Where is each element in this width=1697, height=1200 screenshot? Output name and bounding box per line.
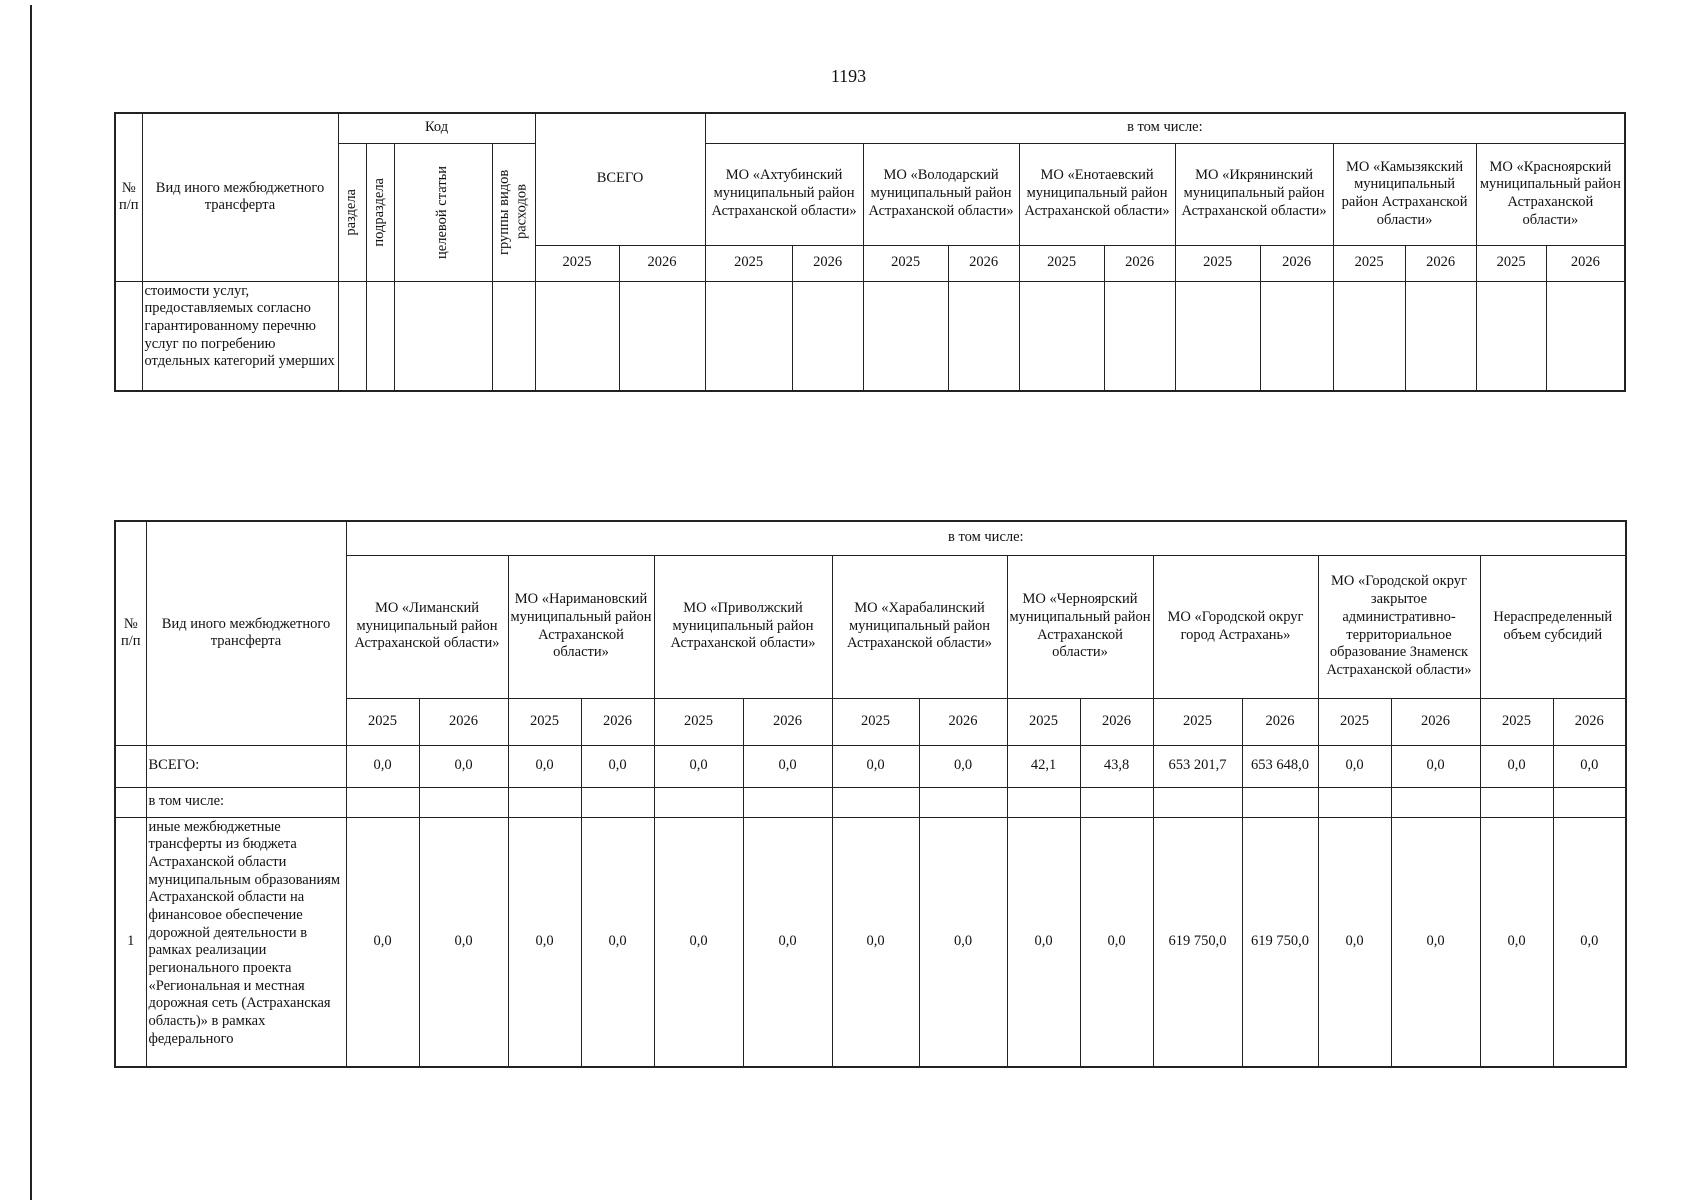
header-entity: МО «Наримановский муниципальный район Астраханской области»: [508, 555, 654, 698]
bottom-table-body: [115, 745, 1626, 1067]
table-cell: [1260, 281, 1333, 391]
header-year: 2026: [1260, 245, 1333, 281]
header-entity: МО «Харабалинский муниципальный район Астраханской области»: [832, 555, 1007, 698]
value-cell: 0,0: [919, 745, 1007, 787]
value-cell: 0,0: [1480, 745, 1553, 787]
bottom-table: [114, 520, 1627, 1068]
header-year: 2026: [1080, 698, 1153, 745]
value-cell: 0,0: [919, 817, 1007, 1067]
value-cell: [1080, 787, 1153, 817]
value-cell: 0,0: [654, 745, 743, 787]
table-row: [115, 745, 1626, 787]
row-number: 1: [115, 817, 146, 1067]
header-year: 2026: [1546, 245, 1625, 281]
table-cell: [863, 281, 948, 391]
row-label: ВСЕГО:: [146, 745, 346, 787]
header-code-target: [394, 143, 492, 281]
header-transfer-type: Вид иного межбюджетного трансферта: [146, 521, 346, 745]
table-cell: [1019, 281, 1104, 391]
table-row: [115, 787, 1626, 817]
header-year: 2026: [792, 245, 863, 281]
table-cell: [1476, 281, 1546, 391]
value-cell: 0,0: [581, 817, 654, 1067]
value-cell: 0,0: [1007, 817, 1080, 1067]
value-cell: 0,0: [1553, 745, 1626, 787]
table-cell: [115, 281, 142, 391]
table-cell: [1333, 281, 1405, 391]
value-cell: [581, 787, 654, 817]
header-year: 2026: [581, 698, 654, 745]
header-year: 2025: [1476, 245, 1546, 281]
value-cell: 0,0: [1318, 817, 1391, 1067]
header-year: 2025: [1318, 698, 1391, 745]
header-including: в том числе:: [346, 521, 1626, 555]
value-cell: 0,0: [419, 817, 508, 1067]
header-year: 2026: [919, 698, 1007, 745]
value-cell: 0,0: [346, 817, 419, 1067]
row-text: стоимости услуг, предоставляемых согласно гарантированному перечню услуг по погребению отдельных категорий умерших: [142, 281, 338, 391]
value-cell: [832, 787, 919, 817]
value-cell: 0,0: [832, 745, 919, 787]
header-year: 2026: [1242, 698, 1318, 745]
header-transfer-type: Вид иного межбюджетного трансферта: [142, 113, 338, 281]
value-cell: 43,8: [1080, 745, 1153, 787]
header-year: 2026: [1104, 245, 1175, 281]
value-cell: 0,0: [581, 745, 654, 787]
value-cell: 0,0: [1480, 817, 1553, 1067]
value-cell: [508, 787, 581, 817]
value-cell: 0,0: [1553, 817, 1626, 1067]
value-cell: 0,0: [346, 745, 419, 787]
table-cell: [619, 281, 705, 391]
header-year: 2025: [1175, 245, 1260, 281]
code-subsection-label: подраздела: [371, 177, 388, 247]
header-year: 2025: [1007, 698, 1080, 745]
row-label: иные межбюджетные трансферты из бюджета Астраханской области муниципальным образованиям Астраханской области на финансовое обеспечение дорожной деятельности в рамках реализации регионального проекта «Региональная и местная дорожная сеть (Астраханская область)» в рамках федерального: [146, 817, 346, 1067]
header-year: 2026: [1553, 698, 1626, 745]
value-cell: 0,0: [654, 817, 743, 1067]
header-entity: МО «Лиманский муниципальный район Астраханской области»: [346, 555, 508, 698]
value-cell: 42,1: [1007, 745, 1080, 787]
header-year: 2025: [654, 698, 743, 745]
value-cell: 0,0: [1391, 745, 1480, 787]
value-cell: 0,0: [1318, 745, 1391, 787]
header-total: ВСЕГО: [535, 113, 705, 245]
value-cell: [1480, 787, 1553, 817]
header-year: 2026: [619, 245, 705, 281]
header-year: 2025: [1153, 698, 1242, 745]
code-section-label: раздела: [343, 188, 360, 236]
header-entity: МО «Володарский муниципальный район Астраханской области»: [863, 143, 1019, 245]
header-year: 2025: [535, 245, 619, 281]
header-year: 2026: [1405, 245, 1476, 281]
value-cell: [919, 787, 1007, 817]
header-code-expense-group: [492, 143, 535, 281]
table-cell: [1405, 281, 1476, 391]
header-year: 2025: [1480, 698, 1553, 745]
margin-line: [30, 5, 32, 1200]
value-cell: [1153, 787, 1242, 817]
header-year: 2025: [863, 245, 948, 281]
header-code-section: [338, 143, 366, 281]
header-year: 2026: [743, 698, 832, 745]
table-cell: [705, 281, 792, 391]
header-entity: Нераспределенный объем субсидий: [1480, 555, 1626, 698]
value-cell: 653 201,7: [1153, 745, 1242, 787]
header-code-subsection: [366, 143, 394, 281]
header-entity: МО «Енотаевский муниципальный район Астраханской области»: [1019, 143, 1175, 245]
table-cell: [338, 281, 366, 391]
header-year: 2025: [346, 698, 419, 745]
table-cell: [1104, 281, 1175, 391]
header-code: Код: [338, 113, 535, 143]
value-cell: [1242, 787, 1318, 817]
value-cell: 0,0: [508, 817, 581, 1067]
value-cell: [346, 787, 419, 817]
header-year: 2026: [419, 698, 508, 745]
header-year: 2025: [508, 698, 581, 745]
value-cell: [743, 787, 832, 817]
header-year: 2026: [948, 245, 1019, 281]
value-cell: 0,0: [508, 745, 581, 787]
value-cell: 653 648,0: [1242, 745, 1318, 787]
value-cell: 0,0: [832, 817, 919, 1067]
header-entity: МО «Икрянинский муниципальный район Астраханской области»: [1175, 143, 1333, 245]
table-cell: [1175, 281, 1260, 391]
row-number: [115, 787, 146, 817]
row-label: в том числе:: [146, 787, 346, 817]
value-cell: 0,0: [743, 817, 832, 1067]
value-cell: 619 750,0: [1242, 817, 1318, 1067]
table-cell: [792, 281, 863, 391]
table-cell: [492, 281, 535, 391]
value-cell: 0,0: [1080, 817, 1153, 1067]
table-cell: [1546, 281, 1625, 391]
value-cell: [1391, 787, 1480, 817]
header-no: № п/п: [115, 113, 142, 281]
header-year: 2025: [1019, 245, 1104, 281]
value-cell: [1007, 787, 1080, 817]
value-cell: 0,0: [419, 745, 508, 787]
table-cell: [948, 281, 1019, 391]
value-cell: [419, 787, 508, 817]
value-cell: 619 750,0: [1153, 817, 1242, 1067]
header-entity: МО «Приволжский муниципальный район Астраханской области»: [654, 555, 832, 698]
value-cell: 0,0: [743, 745, 832, 787]
top-table: [114, 112, 1626, 392]
code-expense-group-label: группы видов расходов: [495, 169, 530, 255]
header-entity: МО «Городской округ город Астрахань»: [1153, 555, 1318, 698]
table-cell: [394, 281, 492, 391]
row-number: [115, 745, 146, 787]
header-entity: МО «Черноярский муниципальный район Астраханской области»: [1007, 555, 1153, 698]
table-row: [115, 817, 1626, 1067]
header-entity: МО «Ахтубинский муниципальный район Астраханской области»: [705, 143, 863, 245]
header-no: № п/п: [115, 521, 146, 745]
code-target-label: целевой статьи: [434, 165, 451, 259]
header-entity: МО «Камызякский муниципальный район Астраханской области»: [1333, 143, 1476, 245]
value-cell: [654, 787, 743, 817]
header-year: 2025: [832, 698, 919, 745]
table-cell: [535, 281, 619, 391]
header-including: в том числе:: [705, 113, 1625, 143]
header-year: 2025: [705, 245, 792, 281]
value-cell: [1318, 787, 1391, 817]
value-cell: [1553, 787, 1626, 817]
header-year: 2026: [1391, 698, 1480, 745]
value-cell: 0,0: [1391, 817, 1480, 1067]
header-entity: МО «Городской округ закрытое административно-территориальное образование Знаменск Астраханской области»: [1318, 555, 1480, 698]
table-cell: [366, 281, 394, 391]
header-year: 2025: [1333, 245, 1405, 281]
header-entity: МО «Красноярский муниципальный район Астраханской области»: [1476, 143, 1625, 245]
page-number: 1193: [830, 66, 867, 86]
